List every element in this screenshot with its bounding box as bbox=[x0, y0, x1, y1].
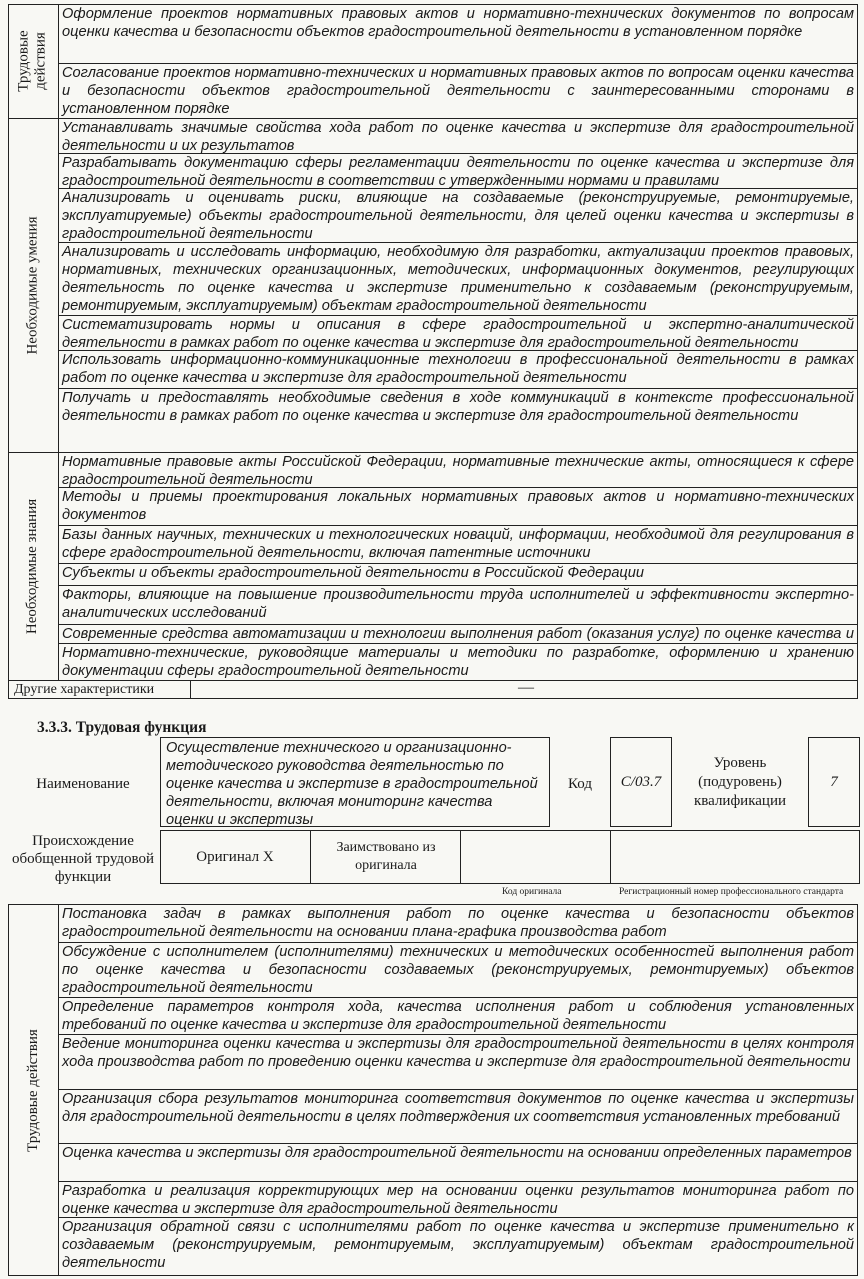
section-label-line: Необходимые знания bbox=[24, 498, 41, 634]
lower-actions-row: Организация обратной связи с исполнителями работ по оценке качества и экспертизе применительно к создаваемым (реконструируемым, ремонтируемым, эксплуатируемым) объектам градостроительной деятельности bbox=[62, 1219, 854, 1271]
knowledge-row: Нормативно-технические, руководящие материалы и методики по разработке, оформлению и хранению документации сферы градостроительной деятельности bbox=[62, 645, 854, 679]
other-characteristics-label: Другие характеристики bbox=[14, 682, 155, 697]
lower-actions-row: Оценка качества и экспертизы для градостроительной деятельности на основании определенных параметров bbox=[62, 1145, 852, 1161]
skills-row-separator bbox=[58, 388, 858, 389]
skills-row: Анализировать и оценивать риски, влияющие на создаваемые (реконструируемые, ремонтируемые, эксплуатируемые) объекты градостроительной деятельности, для целей оценки качества и экспертизы в градостроительной деятельности bbox=[62, 190, 854, 242]
origin-divider-3 bbox=[610, 830, 611, 884]
knowledge-row: Методы и приемы проектирования локальных нормативных правовых актов и нормативно-технических документов bbox=[62, 489, 854, 523]
skills-row-separator bbox=[58, 153, 858, 154]
lower-actions-row: Постановка задач в рамках выполнения работ по оценке качества и безопасности объектов градостроительной деятельности на основании плана-графика производства работ bbox=[62, 906, 854, 940]
level-value: 7 bbox=[830, 773, 838, 790]
code-box bbox=[610, 737, 672, 827]
origin-label: Происхождение обобщенной трудовой функции bbox=[11, 833, 155, 885]
table-lower-label: Трудовые действия bbox=[24, 1028, 41, 1152]
knowledge-row-separator bbox=[58, 643, 858, 644]
section-label-skills bbox=[8, 118, 58, 452]
lower-actions-row-separator bbox=[58, 1181, 858, 1182]
other-characteristics-value: — bbox=[518, 679, 534, 696]
function-name-box bbox=[160, 737, 550, 827]
lower-actions-row: Организация сбора результатов мониторинга соответствия документов по оценке качества и экспертизы для градостроительной деятельности в целях подтверждения их соответствия установленных требований bbox=[62, 1091, 854, 1125]
lower-actions-row-separator bbox=[58, 1089, 858, 1090]
level-label: Уровень (подуровень) квалификации bbox=[693, 754, 787, 809]
reg-number-caption: Регистрационный номер профессионального стандарта bbox=[619, 887, 844, 897]
knowledge-row-separator bbox=[58, 487, 858, 488]
knowledge-row: Факторы, влияющие на повышение производительности труда исполнителей и эффективности экспертно-аналитических исследований bbox=[62, 587, 854, 621]
skills-row: Разрабатывать документацию сферы регламентации деятельности по оценке качества и экспертизе для градостроительной деятельности в соответствии с утвержденными нормами и правилами bbox=[62, 155, 854, 188]
function-name-value: Осуществление технического и организационно-методического руководства деятельностью по оценке качества и экспертизе в градостроительной деятельности, включая мониторинг качества оценки и экспертизы bbox=[166, 740, 538, 828]
section-label-knowledge bbox=[8, 452, 58, 680]
skills-row-separator bbox=[58, 315, 858, 316]
lower-actions-row: Определение параметров контроля хода, качества исполнения работ и соблюдения установленных требований по оценке качества и экспертизе для градостроительной деятельности bbox=[62, 999, 854, 1033]
actions-row: Согласование проектов нормативно-технических и нормативных правовых актов по вопросам оценки качества и безопасности объектов градостроительной деятельности с заинтересованными сторонами в установленном порядке bbox=[62, 65, 854, 117]
knowledge-row: Базы данных научных, технических и технологических новаций, информации, необходимой для регулирования в сфере градостроительной деятельности, включая патентные источники bbox=[62, 527, 854, 561]
code-original-caption: Код оригинала bbox=[502, 887, 562, 897]
skills-row-separator bbox=[58, 242, 858, 243]
skills-row: Получать и предоставлять необходимые сведения в ходе коммуникаций в контексте профессиональной деятельности в рамках работ по оценке качества и экспертизе для градостроительной деятельности bbox=[62, 390, 854, 424]
knowledge-row: Субъекты и объекты градостроительной деятельности в Российской Федерации bbox=[62, 565, 645, 581]
name-label: Наименование bbox=[36, 775, 130, 792]
skills-row: Устанавливать значимые свойства хода работ по оценке качества и экспертизе для градостроительной деятельности и их результатов bbox=[62, 120, 854, 153]
actions-row: Оформление проектов нормативных правовых актов и нормативно-технических документов по вопросам оценки качества и безопасности объектов градостроительной деятельности в установленном порядке bbox=[62, 6, 854, 40]
origin-divider-2 bbox=[460, 830, 461, 884]
origin-divider-1 bbox=[310, 830, 311, 884]
lower-actions-row-separator bbox=[58, 1034, 858, 1035]
lower-actions-row: Разработка и реализация корректирующих мер на основании оценки результатов мониторинга работ по оценке качества и экспертизе для градостроительной деятельности bbox=[62, 1183, 854, 1217]
section-label-line: Трудовые bbox=[16, 30, 32, 92]
section-label-actions bbox=[8, 4, 58, 118]
section-label-line: действия bbox=[33, 32, 49, 90]
lower-actions-row: Ведение мониторинга оценки качества и экспертизы для градостроительной деятельности в целях контроля хода производства работ по проведению оценки качества и экспертизе для градостроительной деятельности bbox=[62, 1036, 854, 1070]
lower-actions-row-separator bbox=[58, 997, 858, 998]
knowledge-row: Современные средства автоматизации и технологии выполнения работ (оказания услуг) по оценке качества и bbox=[62, 626, 854, 642]
section-label-line: Необходимые умения bbox=[24, 215, 41, 355]
lower-actions-row-separator bbox=[58, 1143, 858, 1144]
knowledge-row-separator bbox=[58, 624, 858, 625]
lower-actions-row: Обсуждение с исполнителем (исполнителями) технических и методических особенностей выполнения работ по оценке качества и безопасности создаваемых (реконструируемых, ремонтируемых) объектов градостроительной деятельности bbox=[62, 944, 854, 996]
table-upper-footer-divider bbox=[190, 680, 191, 699]
level-box bbox=[808, 737, 860, 827]
function-heading: 3.3.3. Трудовая функция bbox=[37, 719, 207, 736]
code-label: Код bbox=[568, 775, 592, 792]
skills-row: Использовать информационно-коммуникационные технологии в профессиональной деятельности в рамках работ по оценке качества и экспертизе для градостроительной деятельности bbox=[62, 352, 854, 386]
borrowed-cell: Заимствовано из оригинала bbox=[336, 840, 436, 873]
lower-actions-row-separator bbox=[58, 942, 858, 943]
knowledge-row: Нормативные правовые акты Российской Федерации, нормативные технические акты, относящиеся к сфере градостроительной деятельности bbox=[62, 454, 854, 487]
skills-row-separator bbox=[58, 188, 858, 189]
actions-row-separator bbox=[58, 63, 858, 64]
skills-row-separator bbox=[58, 350, 858, 351]
lower-actions-row-separator bbox=[58, 1217, 858, 1218]
knowledge-row-separator bbox=[58, 563, 858, 564]
skills-row: Систематизировать нормы и описания в сфере градостроительной и экспертно-аналитической деятельности в рамках работ по оценке качества и экспертизе для градостроительной деятельности bbox=[62, 317, 854, 350]
knowledge-row-separator bbox=[58, 585, 858, 586]
original-cell: Оригинал X bbox=[196, 848, 274, 865]
code-value: C/03.7 bbox=[620, 773, 662, 790]
knowledge-row-separator bbox=[58, 525, 858, 526]
skills-row: Анализировать и исследовать информацию, необходимую для разработки, актуализации проектов правовых, нормативных, технических организационных, методических, информационных документов, регулирующих деятельность по оценке качества и экспертизе применительно к создаваемым (реконструируемым, ремонтируемым, эксплуатируемым) объектам градостроительной деятельности bbox=[62, 244, 854, 314]
